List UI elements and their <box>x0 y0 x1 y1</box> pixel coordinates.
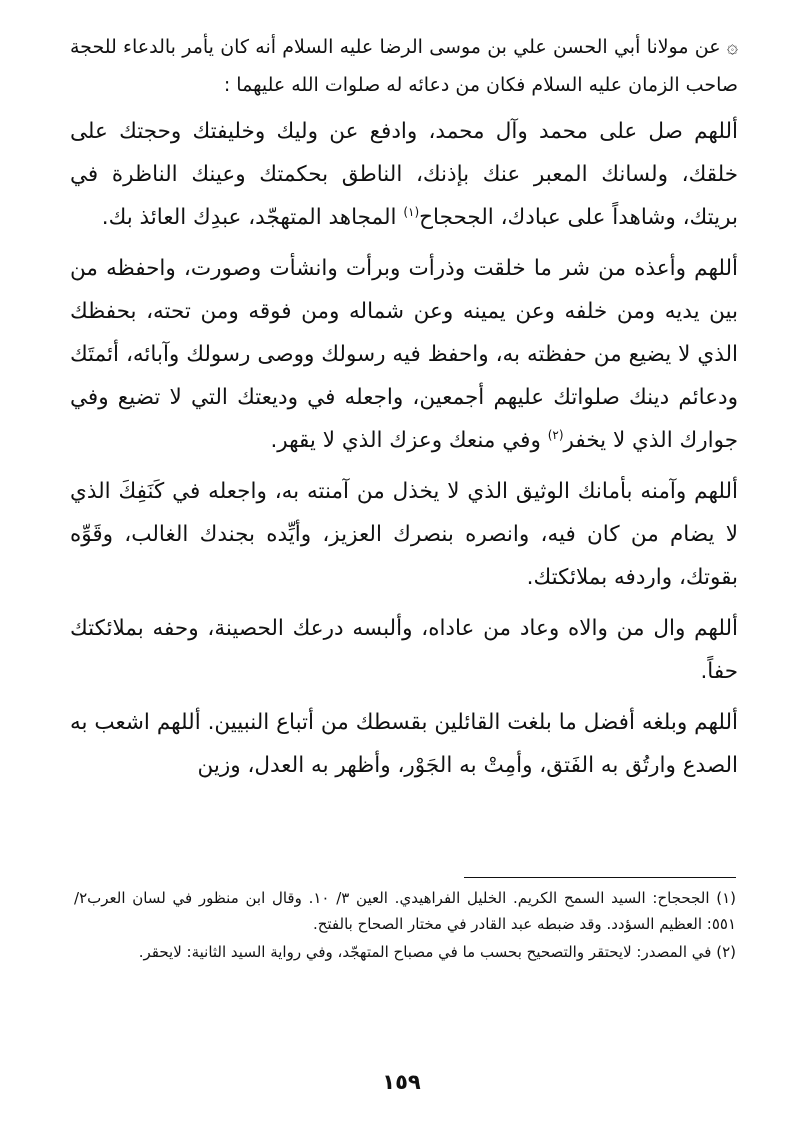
page-number: ١٥٩ <box>382 1070 421 1094</box>
prayer-paragraph <box>70 607 738 693</box>
footnote-ref: (١) <box>403 204 420 219</box>
paragraph-text: المجاهد المتهجّد، عبدِك العائذ بك. <box>101 205 404 230</box>
footnote: (٢) في المصدر: لايحتقر والتصحيح بحسب ما في مصباح المتهجّد، وفي رواية السيد الثانية: لايحقر. <box>138 943 736 961</box>
footnote: (١) الجحجاح: السيد السمح الكريم. الخليل الفراهيدي. العين ٣/ ١٠. وقال ابن منظور في لسان العرب٢/ ٥٥١: العظيم السؤدد. وقد ضبطه عبد القادر في مختار الصحاح بالفتح. <box>74 889 736 933</box>
paragraph-text: أللهم وآمنه بأمانك الوثيق الذي لا يخذل من آمنته به، واجعله في كَنَفِكَ الذي لا يضام من كان فيه، وانصره بنصرك العزيز، وأيِّده بجندك الغالب، وقَوِّه بقوتك، واردفه بملائكتك. <box>70 479 738 590</box>
prayer-paragraph <box>70 110 738 239</box>
paragraph-text: وفي منعك وعزك الذي لا يقهر. <box>270 428 548 453</box>
footnote-ref: (٢) <box>547 427 564 442</box>
intro-text: ۞ عن مولانا أبي الحسن علي بن موسى الرضا عليه السلام أنه كان يأمر بالدعاء للحجة صاحب الزمان عليه السلام فكان من دعائه له صلوات الله عليهما : <box>70 36 738 96</box>
prayer-paragraph <box>70 247 738 462</box>
footnotes <box>74 885 736 967</box>
paragraph-text: أللهم وال من والاه وعاد من عاداه، وألبسه درعك الحصينة، وحفه بملائكتك حفاً. <box>70 616 738 684</box>
footnote-divider <box>464 877 736 878</box>
prayer-paragraph <box>70 701 738 787</box>
prayer-paragraph <box>70 470 738 599</box>
main-text <box>70 28 738 795</box>
paragraph-text: أللهم وأعذه من شر ما خلقت وذرأت وبرأت وانشأت وصورت، واحفظه من بين يديه ومن خلفه وعن يمينه وعن شماله ومن فوقه ومن تحته، بحفظك الذي لا يضيع من حفظته به، واحفظ فيه رسولك ووصى رسولك وآبائه، أئمتَك ودعائم دينك صلواتك عليهم أجمعين، واجعله في وديعتك التي لا تضيع وفي جوارك الذي لا يخفر <box>70 256 738 453</box>
paragraph-text: أللهم صل على محمد وآل محمد، وادفع عن وليك وخليفتك وحجتك على خلقك، ولسانك المعبر عنك بإذنك، الناطق بحكمتك وعينك الناظرة في بريتك، وشاهداً على عبادك، الجحجاح <box>70 119 738 230</box>
paragraph-text: أللهم وبلغه أفضل ما بلغت القائلين بقسطك من أتباع النبيين. أللهم اشعب به الصدع وارتُق به الفَتق، وأمِتْ به الجَوْر، وأظهر به العدل، وزين <box>70 710 738 778</box>
